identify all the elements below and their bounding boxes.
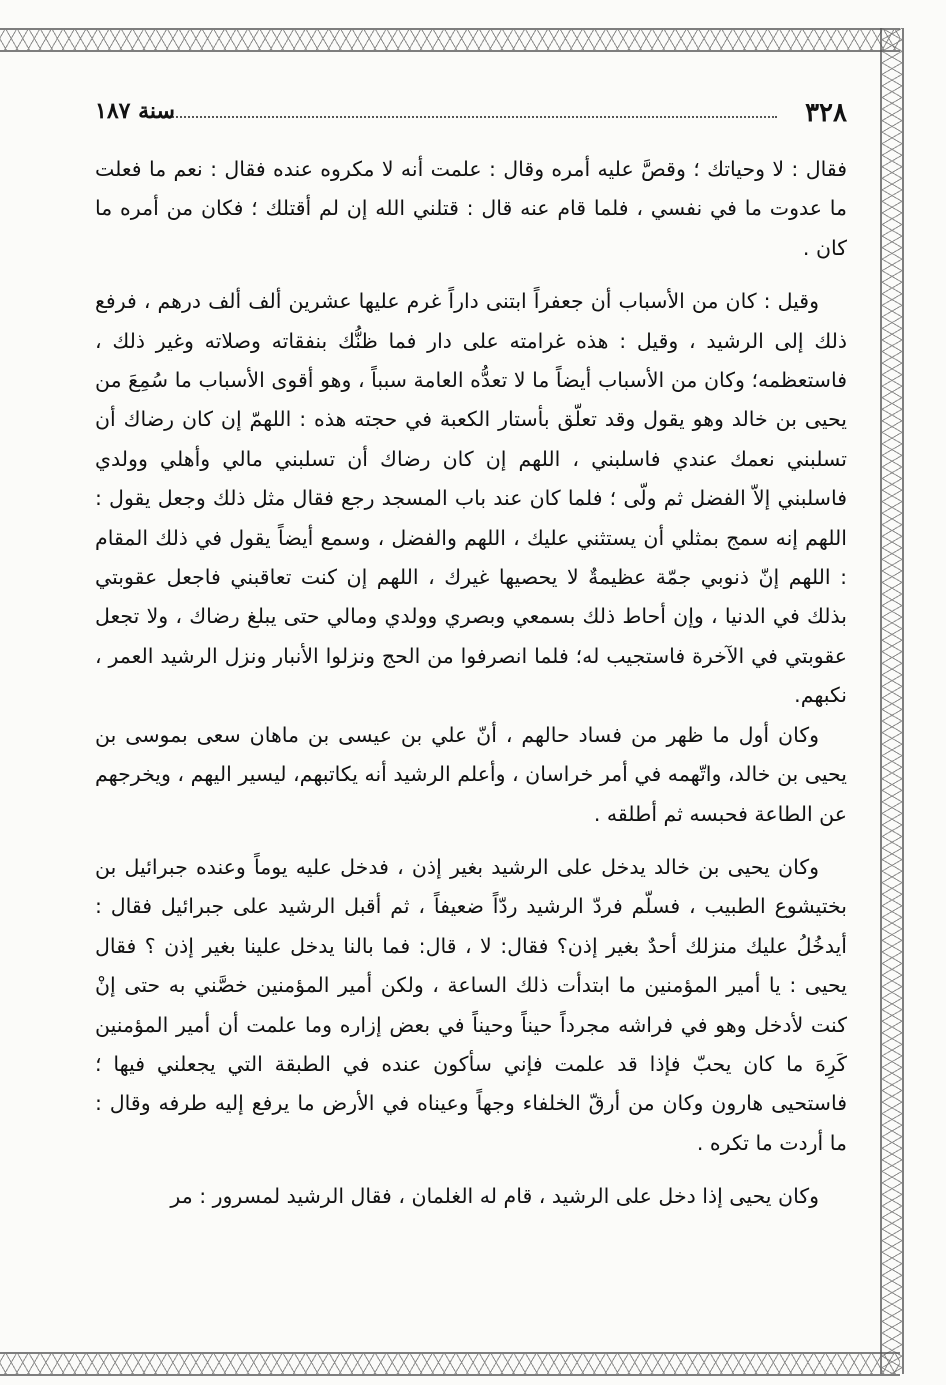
- paragraph: وكان يحيى إذا دخل على الرشيد ، قام له الغلمان ، فقال الرشيد لمسرور : مر: [170, 1184, 819, 1209]
- header-dotted-rule: [165, 116, 777, 118]
- running-head-year: سنة ١٨٧: [95, 98, 175, 124]
- paragraph: وكان يحيى بن خالد يدخل على الرشيد بغير إذن ، فدخل عليه يوماً وعنده جبرائيل بن بختيشوع الطبيب ، فسلّم فردّ الرشيد ردّاً ضعيفاً ، ثم أقبل الرشيد على جبرائيل فقال : أيدخُلُ عليك منزلك أحدٌ بغير إذن؟ فقال: لا ، قال: فما بالنا يدخل علينا بغير إذن ؟ فقال يحيى : يا أمير المؤمنين ما ابتدأت ذلك الساعة ، ولكن أمير المؤمنين خصَّني به حتى إنْ كنت لأدخل وهو في فراشه مجرداً حيناً وحيناً في بعض إزاره وما علمت أن أمير المؤمنين كَرِهَ ما كان يحبّ فإذا قد علمت فإني سأكون عنده في الطبقة التي يجعلني فيها ؛ فاستحيى هارون وكان من أرقّ الخلفاء وجهاً وعيناه في الأرض ما يرفع إليه طرفه وقال : ما أردت ما تكره .: [95, 854, 847, 1155]
- paragraph: وكان أول ما ظهر من فساد حالهم ، أنّ علي بن عيسى بن ماهان سعى بموسى بن يحيى بن خالد، واتّهمه في أمر خراسان ، وأعلم الرشيد أنه يكاتبهم، ليسير اليهم ، ويخرجهم عن الطاعة فحبسه ثم أطلقه .: [95, 722, 847, 826]
- page-header: [95, 92, 847, 136]
- ornamental-border-bottom: [0, 1352, 900, 1376]
- page-number: ٣٢٨: [805, 98, 847, 128]
- paragraph: فقال : لا وحياتك ؛ وقصَّ عليه أمره وقال : علمت أنه لا مكروه عنده فقال : نعم ما فعلت ما عدوت ما في نفسي ، فلما قام عنه قال : قتلني الله إن لم أقتلك ؛ فكان من أمره ما كان .: [95, 157, 847, 260]
- paragraph: وقيل : كان من الأسباب أن جعفراً ابتنى داراً غرم عليها عشرين ألف ألف درهم ، فرفع ذلك إلى الرشيد ، وقيل : هذه غرامته على دار فما ظنُّك بنفقاته وصلاته وغير ذلك ، فاستعظمه؛ وكان من الأسباب أيضاً ما لا تعدُّه العامة سبباً ، وهو أقوى الأسباب ما سُمِعَ من يحيى بن خالد وهو يقول وقد تعلّق بأستار الكعبة في حجته هذه : اللهمّ إن كان رضاك أن تسلبني نعمك عندي فاسلبني ، اللهم إن كان رضاك أن تسلبني مالي وأهلي وولدي فاسلبني إلاّ الفضل ثم ولّى ؛ فلما كان عند باب المسجد رجع فقال مثل ذلك وجعل يقول : اللهم إنه سمج بمثلي أن يستثني عليك ، اللهم والفضل ، وسمع أيضاً يقول في ذلك المقام : اللهم إنّ ذنوبي جمّة عظيمةٌ لا يحصيها غيرك ، اللهم إن كنت تعاقبني فاجعل عقوبتي بذلك في الدنيا ، وإن أحاط ذلك بسمعي وبصري وولدي ومالي حتى يبلغ رضاك ، ولا تجعل عقوبتي في الآخرة فاستجيب له؛ فلما انصرفوا من الحج ونزلوا الأنبار ونزل الرشيد العمر ، نكبهم.: [95, 289, 847, 708]
- body-text: [95, 150, 847, 1217]
- ornamental-border-right: [880, 28, 904, 1374]
- ornamental-border-top: [0, 28, 900, 52]
